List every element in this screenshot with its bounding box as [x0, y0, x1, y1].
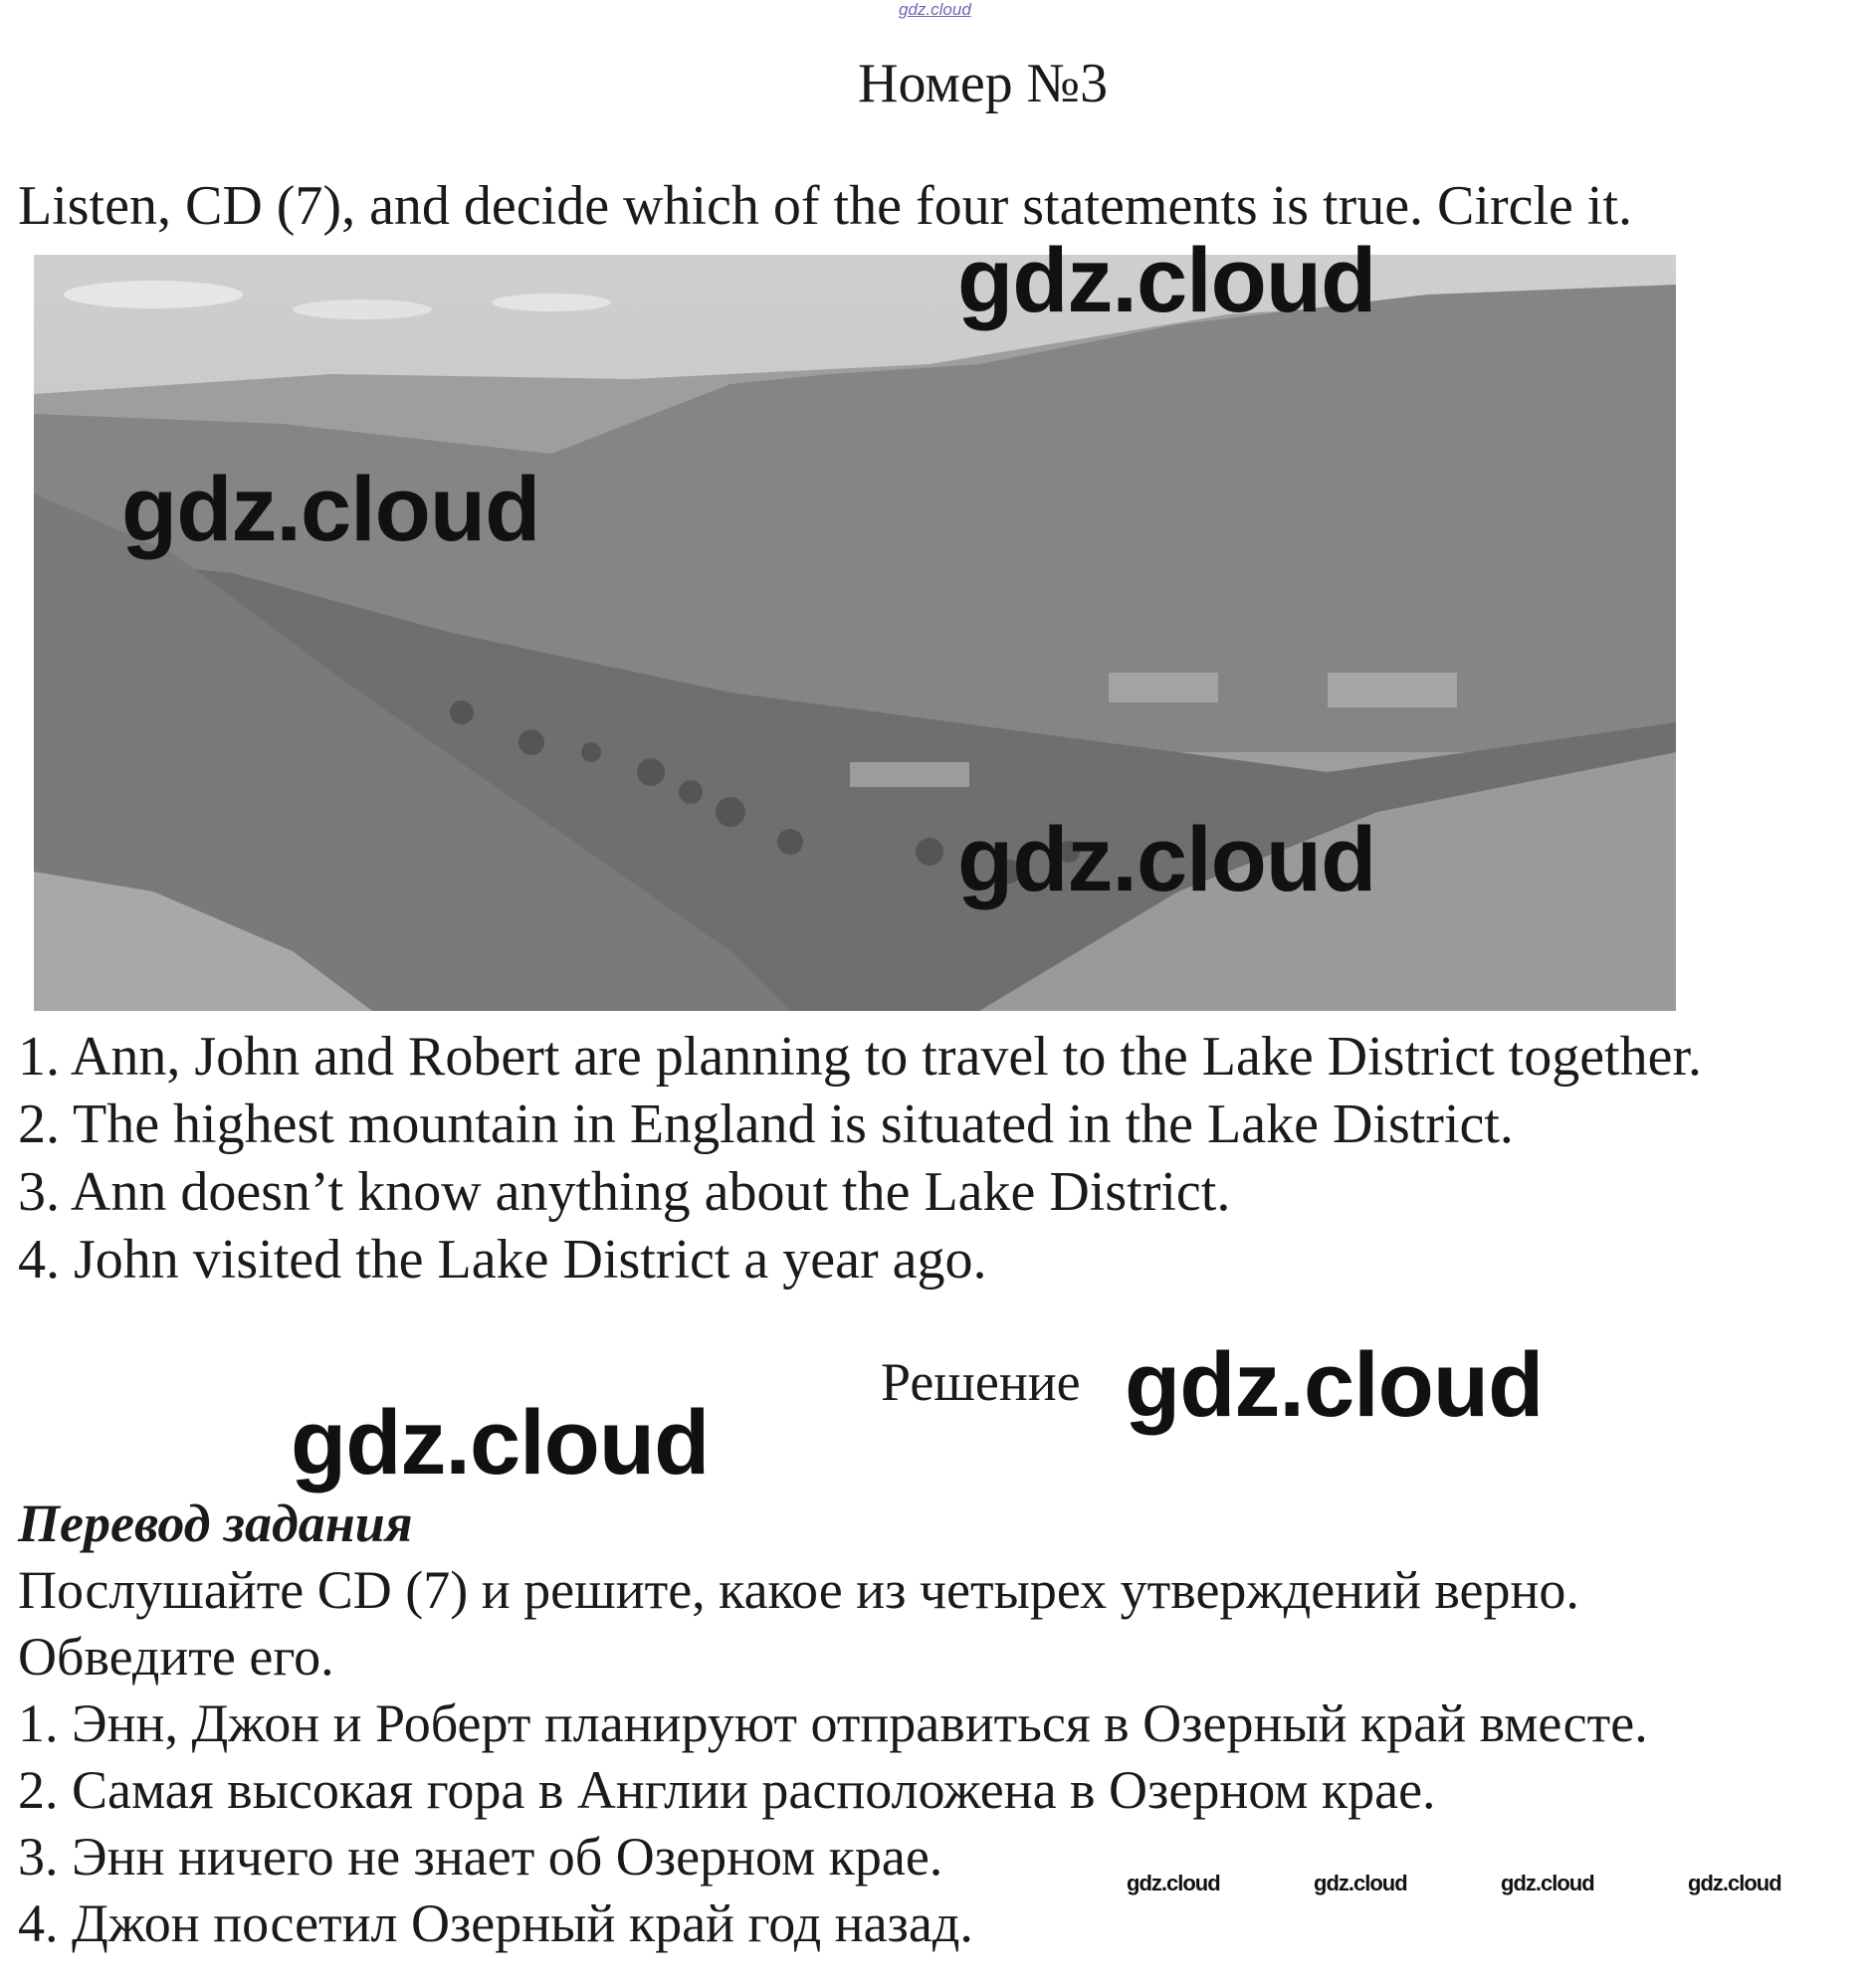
watermark-text: gdz.cloud: [957, 809, 1376, 910]
watermark-text: gdz.cloud: [291, 1392, 710, 1493]
page-title: Номер №3: [858, 53, 1109, 114]
statement-3[interactable]: 3. Ann doesn’t know anything about the Lake District.: [18, 1161, 1231, 1223]
statement-1[interactable]: 1. Ann, John and Robert are planning to travel to the Lake District together.: [18, 1026, 1703, 1088]
watermark-text: gdz.cloud: [1125, 1334, 1544, 1436]
translation-line: Послушайте CD (7) и решите, какое из четырех утверждений верно.: [18, 1560, 1579, 1620]
watermark-text: gdz.cloud: [957, 230, 1376, 331]
watermark-small: gdz.cloud: [1688, 1871, 1781, 1895]
translation-line: Обведите его.: [18, 1627, 334, 1687]
solution-heading: Решение: [881, 1352, 1081, 1412]
landscape-illustration: [34, 255, 1676, 1011]
translation-line: 2. Самая высокая гора в Англии расположена в Озерном крае.: [18, 1760, 1436, 1820]
watermark-small: gdz.cloud: [1127, 1871, 1220, 1895]
translation-line: 4. Джон посетил Озерный край год назад.: [18, 1893, 973, 1953]
watermark-text: gdz.cloud: [121, 459, 540, 560]
task-instruction: Listen, CD (7), and decide which of the four statements is true. Circle it.: [18, 175, 1633, 237]
site-watermark-top: gdz.cloud: [899, 0, 971, 19]
lake-district-photo: [34, 255, 1676, 1011]
statement-2[interactable]: 2. The highest mountain in England is situated in the Lake District.: [18, 1093, 1514, 1155]
watermark-small: gdz.cloud: [1501, 1871, 1594, 1895]
watermark-small: gdz.cloud: [1314, 1871, 1407, 1895]
translation-line: 3. Энн ничего не знает об Озерном крае.: [18, 1827, 943, 1887]
translation-heading: Перевод задания: [18, 1493, 413, 1553]
translation-line: 1. Энн, Джон и Роберт планируют отправиться в Озерный край вместе.: [18, 1693, 1648, 1753]
statement-4[interactable]: 4. John visited the Lake District a year ago.: [18, 1229, 987, 1291]
